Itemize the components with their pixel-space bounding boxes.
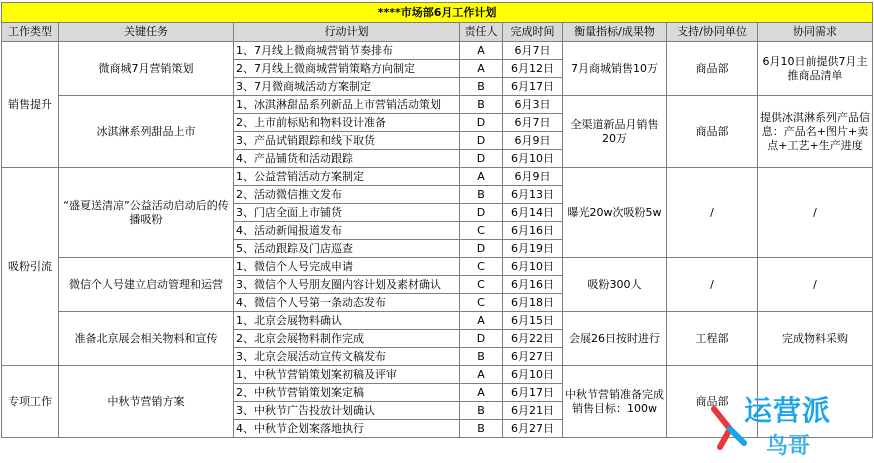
due-date-cell: 6月19日	[503, 240, 563, 258]
owner-cell: B	[460, 186, 503, 204]
action-plan-cell: 4、微信个人号第一条动态发布	[234, 294, 460, 312]
action-plan-cell: 1、中秋节营销策划案初稿及评审	[234, 366, 460, 384]
column-header: 支持/协同单位	[667, 23, 758, 42]
column-header: 协同需求	[758, 23, 873, 42]
due-date-cell: 6月21日	[503, 402, 563, 420]
action-plan-cell: 1、北京会展物料确认	[234, 312, 460, 330]
action-plan-cell: 3、北京会展活动宣传文稿发布	[234, 348, 460, 366]
key-task-cell: “盛夏送清凉”公益活动启动后的传播吸粉	[59, 168, 234, 258]
action-plan-cell: 3、产品试销跟踪和线下取货	[234, 132, 460, 150]
action-plan-cell: 3、7月微商城活动方案制定	[234, 78, 460, 96]
owner-cell: C	[460, 294, 503, 312]
need-cell: 完成物料采购	[758, 312, 873, 366]
due-date-cell: 6月27日	[503, 348, 563, 366]
owner-cell: B	[460, 420, 503, 438]
key-task-cell: 微商城7月营销策划	[59, 42, 234, 96]
need-cell: 6月10日前提供7月主推商品清单	[758, 42, 873, 96]
work-type-cell: 专项工作	[2, 366, 59, 438]
column-header: 责任人	[460, 23, 503, 42]
owner-cell: C	[460, 222, 503, 240]
owner-cell: C	[460, 258, 503, 276]
action-plan-cell: 4、中秋节企划案落地执行	[234, 420, 460, 438]
action-plan-cell: 2、7月线上微商城营销策略方向制定	[234, 60, 460, 78]
due-date-cell: 6月16日	[503, 276, 563, 294]
table-row	[2, 366, 873, 384]
key-task-cell: 冰淇淋系列甜品上市	[59, 96, 234, 168]
due-date-cell: 6月13日	[503, 186, 563, 204]
owner-cell: D	[460, 150, 503, 168]
action-plan-cell: 1、冰淇淋甜品系列新品上市营销活动策划	[234, 96, 460, 114]
due-date-cell: 6月12日	[503, 60, 563, 78]
owner-cell: C	[460, 276, 503, 294]
action-plan-cell: 1、7月线上微商城营销节奏排布	[234, 42, 460, 60]
support-cell: 商品部	[667, 96, 758, 168]
due-date-cell: 6月9日	[503, 168, 563, 186]
due-date-cell: 6月15日	[503, 312, 563, 330]
due-date-cell: 6月18日	[503, 294, 563, 312]
need-cell: /	[758, 168, 873, 258]
owner-cell: A	[460, 42, 503, 60]
action-plan-cell: 2、中秋节营销策划案定稿	[234, 384, 460, 402]
due-date-cell: 6月7日	[503, 114, 563, 132]
owner-cell: D	[460, 114, 503, 132]
support-cell: 商品部	[667, 42, 758, 96]
owner-cell: A	[460, 312, 503, 330]
watermark-sub: 鸟哥	[766, 434, 811, 459]
metric-cell: 全渠道新品月销售20万	[563, 96, 667, 168]
owner-cell: D	[460, 330, 503, 348]
action-plan-cell: 4、产品铺货和活动跟踪	[234, 150, 460, 168]
table-row	[2, 258, 873, 276]
column-header: 行动计划	[234, 23, 460, 42]
due-date-cell: 6月22日	[503, 330, 563, 348]
due-date-cell: 6月3日	[503, 96, 563, 114]
owner-cell: A	[460, 384, 503, 402]
action-plan-cell: 2、上市前标贴和物料设计准备	[234, 114, 460, 132]
metric-cell: 曝光20w次吸粉5w	[563, 168, 667, 258]
metric-cell: 会展26日按时进行	[563, 312, 667, 366]
column-header: 工作类型	[2, 23, 59, 42]
table-row	[2, 96, 873, 114]
owner-cell: A	[460, 60, 503, 78]
owner-cell: D	[460, 204, 503, 222]
key-task-cell: 中秋节营销方案	[59, 366, 234, 438]
action-plan-cell: 1、微信个人号完成申请	[234, 258, 460, 276]
watermark-text: 运营派	[744, 394, 832, 427]
need-cell	[758, 366, 873, 438]
metric-cell: 7月商城销售10万	[563, 42, 667, 96]
table-row	[2, 168, 873, 186]
metric-cell: 吸粉300人	[563, 258, 667, 312]
table-title: ****市场部6月工作计划	[2, 3, 873, 23]
action-plan-cell: 1、公益营销活动方案制定	[234, 168, 460, 186]
action-plan-cell: 3、门店全面上市铺货	[234, 204, 460, 222]
due-date-cell: 6月16日	[503, 222, 563, 240]
column-header: 完成时间	[503, 23, 563, 42]
owner-cell: A	[460, 168, 503, 186]
owner-cell: B	[460, 96, 503, 114]
column-header: 衡量指标/成果物	[563, 23, 667, 42]
table-row	[2, 312, 873, 330]
key-task-cell: 准备北京展会相关物料和宣传	[59, 312, 234, 366]
need-cell: 提供冰淇淋系列产品信息：产品名+图片+卖点+工艺+生产进度	[758, 96, 873, 168]
metric-cell: 中秋节营销准备完成销售目标：100w	[563, 366, 667, 438]
due-date-cell: 6月10日	[503, 366, 563, 384]
work-type-cell: 销售提升	[2, 42, 59, 168]
need-cell: /	[758, 258, 873, 312]
due-date-cell: 6月17日	[503, 78, 563, 96]
owner-cell: D	[460, 240, 503, 258]
table-row	[2, 42, 873, 60]
due-date-cell: 6月7日	[503, 42, 563, 60]
due-date-cell: 6月10日	[503, 150, 563, 168]
action-plan-cell: 2、北京会展物料制作完成	[234, 330, 460, 348]
due-date-cell: 6月17日	[503, 384, 563, 402]
action-plan-cell: 3、中秋节广告投放计划确认	[234, 402, 460, 420]
action-plan-cell: 2、活动微信推文发布	[234, 186, 460, 204]
support-cell: /	[667, 258, 758, 312]
owner-cell: D	[460, 132, 503, 150]
column-header: 关键任务	[59, 23, 234, 42]
action-plan-cell: 3、微信个人号朋友圈内容计划及素材确认	[234, 276, 460, 294]
support-cell: /	[667, 168, 758, 258]
due-date-cell: 6月10日	[503, 258, 563, 276]
support-cell: 工程部	[667, 312, 758, 366]
owner-cell: B	[460, 402, 503, 420]
due-date-cell: 6月9日	[503, 132, 563, 150]
work-plan-table	[1, 2, 873, 438]
owner-cell: A	[460, 366, 503, 384]
support-cell: 商品部	[667, 366, 758, 438]
due-date-cell: 6月27日	[503, 420, 563, 438]
action-plan-cell: 5、活动跟踪及门店巡查	[234, 240, 460, 258]
action-plan-cell: 4、活动新闻报道发布	[234, 222, 460, 240]
due-date-cell: 6月14日	[503, 204, 563, 222]
work-type-cell: 吸粉引流	[2, 168, 59, 366]
owner-cell: B	[460, 348, 503, 366]
key-task-cell: 微信个人号建立启动管理和运营	[59, 258, 234, 312]
owner-cell: B	[460, 78, 503, 96]
